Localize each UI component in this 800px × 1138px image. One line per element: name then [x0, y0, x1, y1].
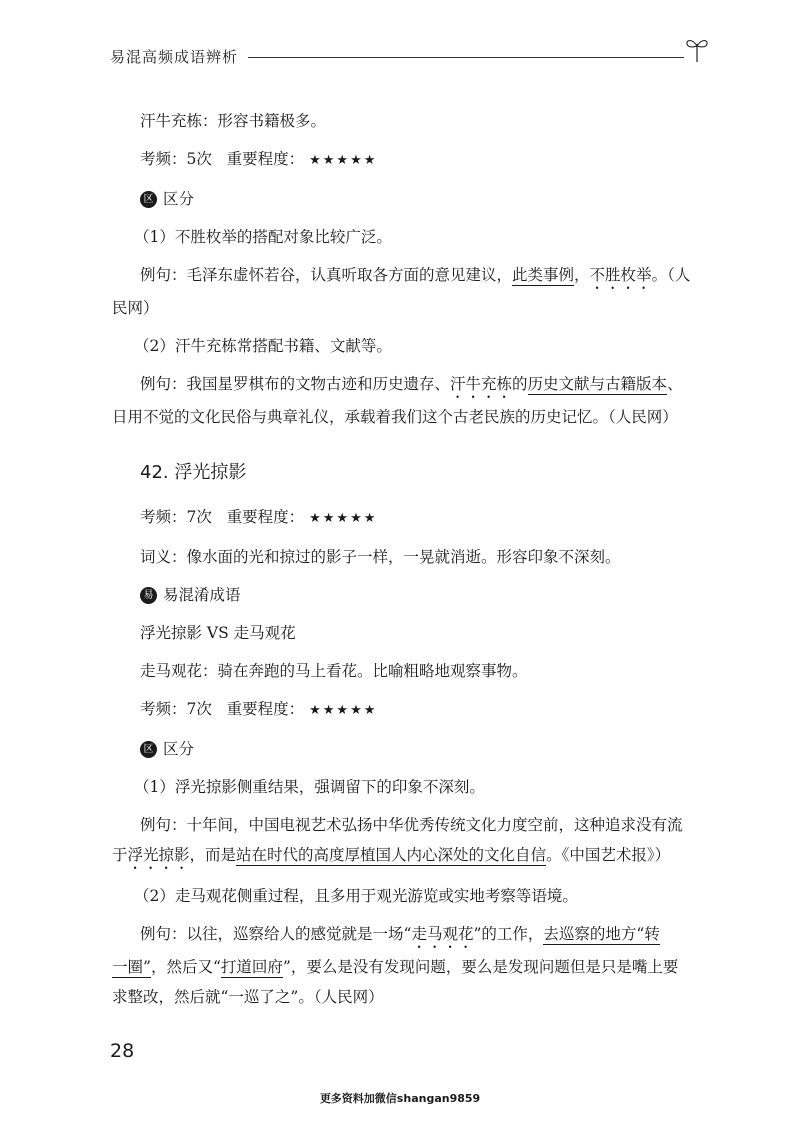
underlined-phrase: 去巡察的地方“转 [543, 925, 660, 943]
point-4: （2）走马观花侧重过程，且多用于观光游览或实地考察等语境。 [134, 887, 578, 905]
frequency-line-2 [112, 502, 712, 534]
importance-label: 重要程度： [226, 508, 305, 526]
example-text: ，然后又“ [150, 958, 221, 976]
importance-label: 重要程度： [226, 150, 305, 168]
example-1-continued: 民网） [112, 299, 159, 317]
distinction-heading-label: 区分 [163, 190, 195, 208]
example-text: 例句：我国星罗棋布的文物古迹和历史遗存、 [140, 375, 451, 393]
frequency-label: 考频：5次 [140, 150, 212, 168]
example-2 [112, 369, 712, 402]
star-rating: ★★★★★ [309, 153, 378, 168]
example-2-continued: 日用不觉的文化民俗与典章礼仪，承载着我们这个古老民族的历史记忆。（人民网） [112, 408, 678, 426]
running-header [110, 40, 710, 70]
underlined-phrase: 此类事例 [512, 266, 575, 284]
page-number: 28 [110, 1040, 135, 1062]
distinction-heading-label: 区分 [163, 740, 195, 758]
emphasized-idiom: 汗牛充栋 [450, 375, 513, 393]
frequency-line-3 [112, 694, 712, 726]
example-4-line-2 [112, 952, 712, 982]
point-2: （2）汗牛充栋常搭配书籍、文献等。 [134, 337, 392, 355]
example-text: 、 [667, 375, 683, 393]
example-text: 。（人 [651, 266, 691, 284]
emphasized-idiom: 走马观花 [411, 925, 474, 943]
header-rule [248, 57, 684, 58]
emphasized-idiom: 不胜枚举 [589, 266, 652, 284]
example-text: ， [574, 266, 590, 284]
entry-title: 42. 浮光掠影 [140, 462, 247, 483]
distinction-heading-2 [112, 734, 712, 764]
example-text: 例句：以往，巡察给人的感觉就是一场“ [140, 925, 412, 943]
example-text: ”的工作， [473, 925, 544, 943]
example-4 [112, 919, 712, 952]
definition-hanniu: 汗牛充栋：形容书籍极多。 [140, 112, 327, 130]
distinction-heading-1 [112, 184, 712, 214]
example-text: 于 [112, 846, 128, 864]
underlined-phrase: 打道回府 [220, 958, 283, 976]
footer-note: 更多资料加微信shangan9859 [319, 1092, 481, 1105]
header-title: 易混高频成语辨析 [110, 48, 239, 66]
example-text: 例句：毛泽东虚怀若谷，认真听取各方面的意见建议， [140, 266, 513, 284]
idiom-pair: 浮光掠影 VS 走马观花 [140, 624, 296, 642]
frequency-line-1 [112, 144, 712, 176]
page-content [112, 106, 712, 1020]
point-1: （1）不胜枚举的搭配对象比较广泛。 [134, 228, 392, 246]
underlined-phrase: 一圈” [112, 958, 151, 976]
definition-zouma: 走马观花：骑在奔跑的马上看花。比喻粗略地观察事物。 [140, 662, 528, 680]
distinction-badge-icon: 区 [140, 741, 157, 758]
underlined-phrase: 历史文献与古籍版本 [527, 375, 668, 393]
confusable-heading [112, 580, 712, 610]
star-rating: ★★★★★ [309, 703, 378, 718]
example-4-line-3: 求整改，然后就“一巡了之”。（人民网） [112, 988, 384, 1006]
confusable-heading-label: 易混淆成语 [163, 586, 241, 604]
underlined-phrase: 站在时代的高度厚植国人内心深处的文化自信 [236, 846, 547, 864]
importance-label: 重要程度： [226, 700, 305, 718]
example-1 [112, 260, 712, 293]
confusable-badge-icon: 易 [140, 587, 157, 604]
example-3: 例句：十年间，中国电视艺术弘扬中华优秀传统文化力度空前，这种追求没有流 [140, 816, 683, 834]
distinction-badge-icon: 区 [140, 191, 157, 208]
star-rating: ★★★★★ [309, 511, 378, 526]
emphasized-idiom: 浮光掠影 [127, 846, 190, 864]
example-text: ”，要么是没有发现问题，要么是发现问题但是只是嘴上要 [282, 958, 679, 976]
frequency-label: 考频：7次 [140, 508, 212, 526]
example-text: ，而是 [189, 846, 237, 864]
frequency-label: 考频：7次 [140, 700, 212, 718]
point-3: （1）浮光掠影侧重结果，强调留下的印象不深刻。 [134, 778, 485, 796]
example-3-continued [112, 840, 712, 873]
example-text: 的 [512, 375, 528, 393]
meaning-line: 词义：像水面的光和掠过的影子一样，一晃就消逝。形容印象不深刻。 [140, 548, 621, 566]
sprout-icon [684, 34, 710, 64]
example-text: 。《中国艺术报》） [546, 846, 671, 864]
